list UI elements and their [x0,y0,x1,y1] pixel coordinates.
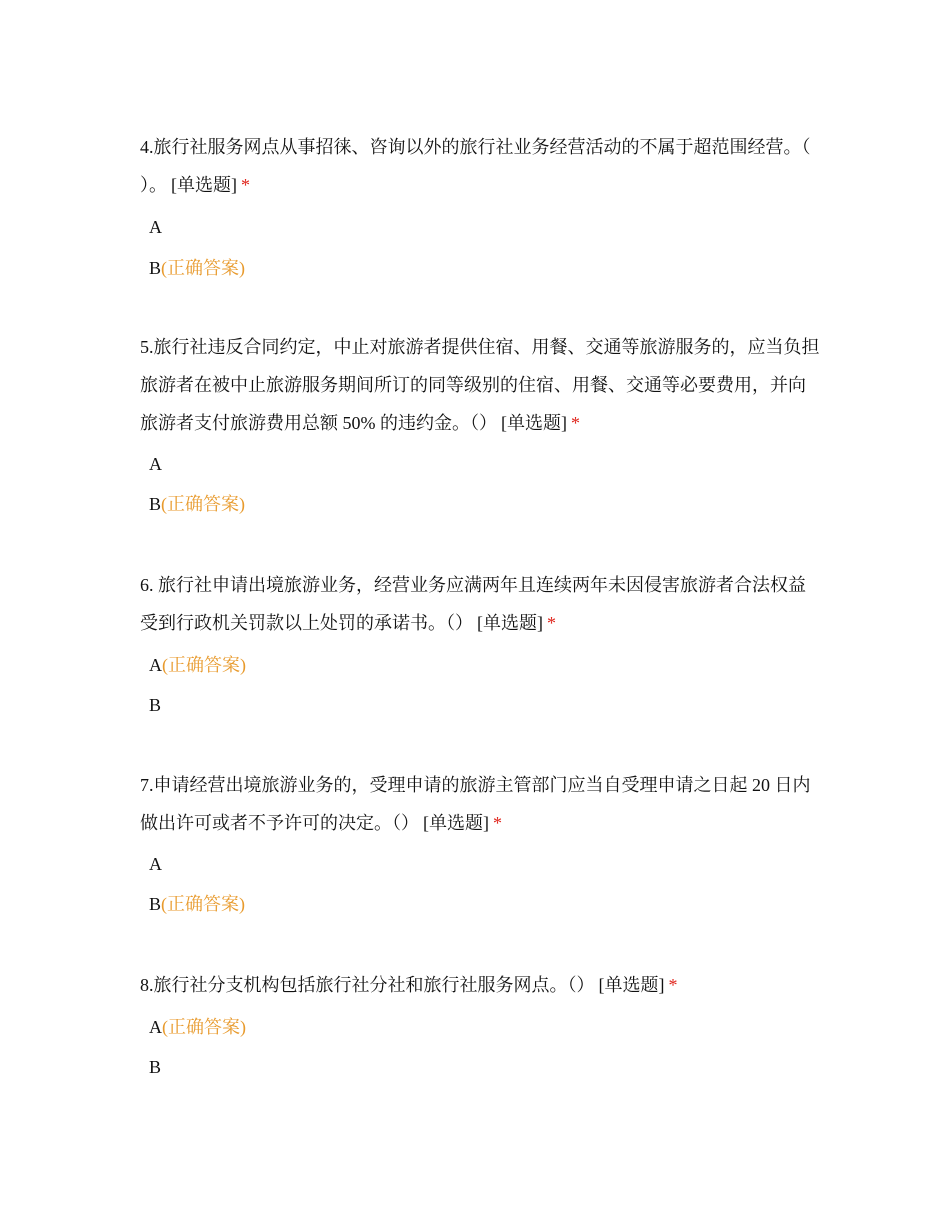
option-a[interactable] [149,653,820,677]
option-label: B [149,695,162,715]
option-label: A [149,217,162,237]
question-text [140,328,820,442]
correct-answer-tag: (正确答案) [162,655,246,675]
option-a[interactable] [149,852,820,876]
required-mark: * [547,613,556,633]
option-b[interactable] [149,492,820,516]
required-mark: * [571,413,580,433]
option-b[interactable] [149,892,820,916]
question-5 [140,328,820,516]
question-type-label: [单选题] [598,975,665,995]
question-type-label: [单选题] [171,175,237,195]
question-text [140,966,820,1004]
option-b[interactable] [149,693,820,717]
correct-answer-tag: (正确答案) [161,894,246,914]
question-stem: 5.旅行社违反合同约定，中止对旅游者提供住宿、用餐、交通等旅游服务的，应当负担旅游者在被中止旅游服务期间所订的同等级别的住宿、用餐、交通等必要费用，并向旅游者支付旅游费用总额 50% 的违约金。（） [140,337,820,433]
option-label: A [149,454,162,474]
option-label: B [149,258,162,278]
question-type-label: [单选题] [501,413,567,433]
question-4 [140,128,820,280]
question-text [140,766,820,842]
option-a[interactable] [149,452,820,476]
question-type-label: [单选题] [423,813,489,833]
question-stem: 7.申请经营出境旅游业务的，受理申请的旅游主管部门应当自受理申请之日起 20 日内做出许可或者不予许可的决定。（） [140,775,811,833]
option-label: B [149,894,162,914]
option-b[interactable] [149,256,820,280]
question-8 [140,966,820,1079]
question-text [140,128,820,204]
required-mark: * [241,175,250,195]
option-b[interactable] [149,1055,820,1079]
question-stem: 4.旅行社服务网点从事招徕、咨询以外的旅行社业务经营活动的不属于超范围经营。（ ）。 [140,137,811,195]
correct-answer-tag: (正确答案) [161,494,246,514]
question-7 [140,766,820,916]
required-mark: * [668,975,678,995]
question-text [140,566,820,642]
option-label: B [149,494,162,514]
question-6 [140,566,820,717]
question-type-label: [单选题] [477,613,543,633]
question-stem: 6. 旅行社申请出境旅游业务，经营业务应满两年且连续两年未因侵害旅游者合法权益受到行政机关罚款以上处罚的承诺书。（） [140,575,806,633]
required-mark: * [493,813,502,833]
option-label: A [149,655,162,675]
option-a[interactable] [149,215,820,239]
correct-answer-tag: (正确答案) [162,1017,246,1037]
option-label: B [149,1057,162,1077]
option-a[interactable] [149,1015,820,1039]
option-label: A [149,1017,162,1037]
correct-answer-tag: (正确答案) [161,258,246,278]
question-stem: 8.旅行社分支机构包括旅行社分社和旅行社服务网点。（） [140,975,595,995]
option-label: A [149,854,162,874]
